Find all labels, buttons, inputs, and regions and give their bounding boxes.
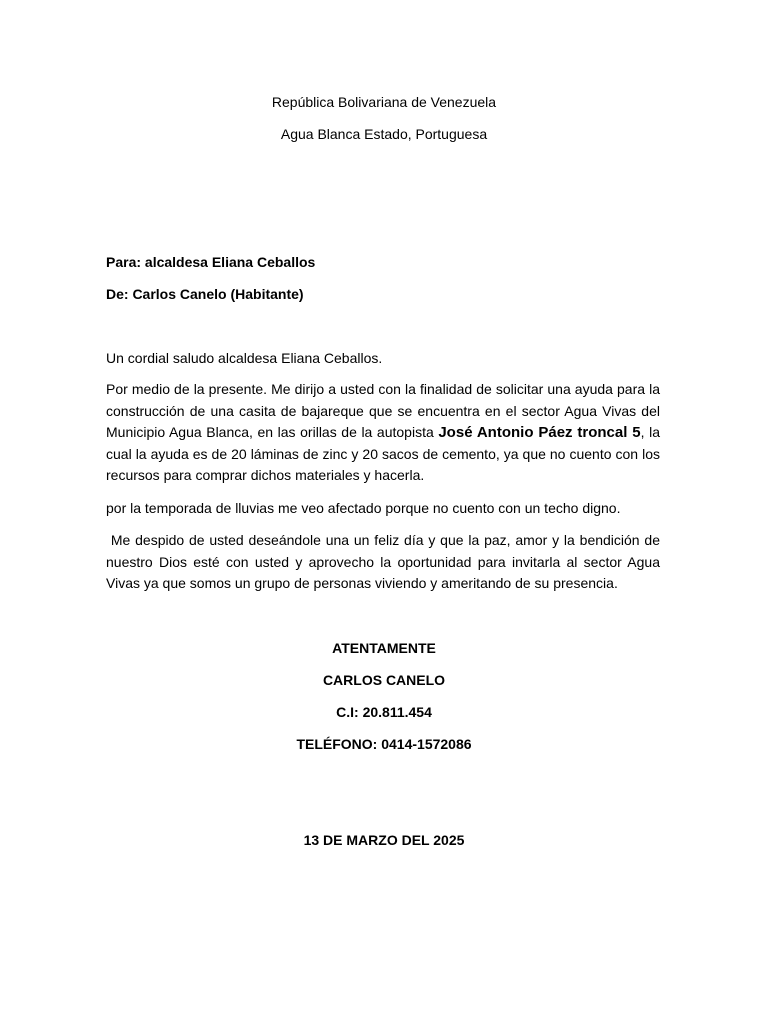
- header-country: República Bolivariana de Venezuela: [271, 94, 497, 110]
- recipient-line: Para: alcaldesa Eliana Ceballos: [106, 254, 316, 270]
- closing: ATENTAMENTE: [332, 640, 436, 656]
- signature-id: C.I: 20.811.454: [336, 704, 432, 720]
- sender-line: De: Carlos Canelo (Habitante): [106, 286, 304, 302]
- letter-date: 13 DE MARZO DEL 2025: [303, 832, 465, 848]
- paragraph-rain: por la temporada de lluvias me veo afectado porque no cuento con un techo digno.: [106, 500, 621, 516]
- signature-name: CARLOS CANELO: [322, 672, 446, 688]
- signature-phone: TELÉFONO: 0414-1572086: [296, 736, 472, 752]
- header-location: Agua Blanca Estado, Portuguesa: [280, 126, 488, 142]
- greeting: Un cordial saludo alcaldesa Eliana Ceballos.: [106, 350, 383, 366]
- highway-name: José Antonio Páez troncal 5: [438, 424, 641, 441]
- paragraph-request-start: Por medio de la presente. Me dirijo a usted con la finalidad de solicitar una ayuda para la construcción de una casita de bajareque que se encuentra en el sector Agua Vivas del Municipio Agua Blanca, en las orillas de la autopista: [106, 381, 660, 440]
- paragraph-request: [106, 379, 660, 487]
- paragraph-farewell: Me despido de usted deseándole una un feliz día y que la paz, amor y la bendición de nuestro Dios esté con usted y aprovecho la oportunidad para invitarla al sector Agua Vivas ya que somos un grupo de personas viviendo y ameritando de su presencia.: [106, 532, 664, 591]
- paragraph-request-end: , la cual la ayuda es de 20 láminas de zinc y 20 sacos de cemento, ya que no cuento con los recursos para comprar dichos materiales y hacerla.: [106, 424, 660, 483]
